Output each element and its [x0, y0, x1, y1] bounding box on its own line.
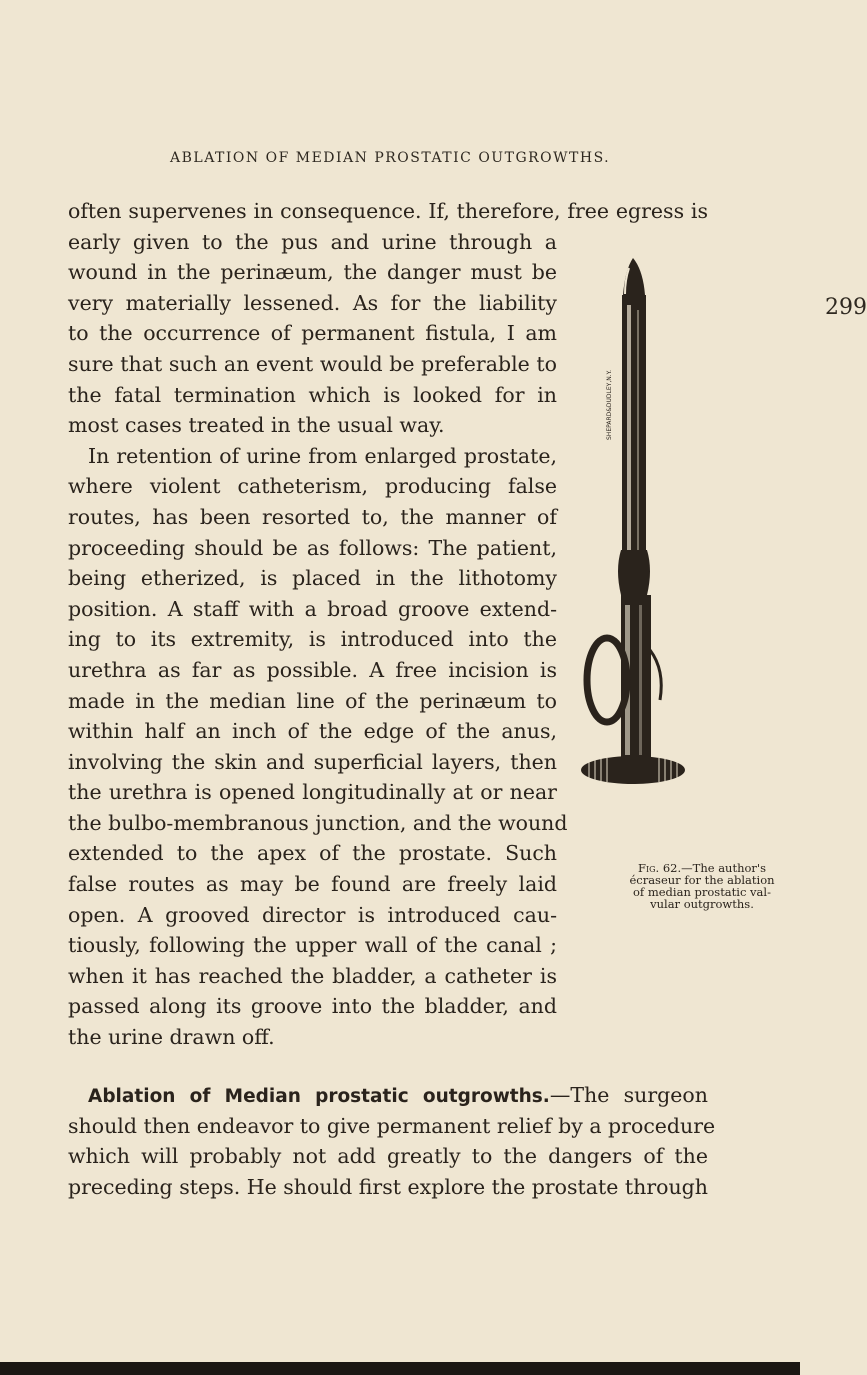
ecraseur-illustration: [565, 250, 685, 790]
text-line: In retention of urine from enlarged prostate,: [88, 443, 557, 468]
text-line: which will probably not add greatly to the dangers of the: [68, 1144, 708, 1169]
text-line: should then endeavor to give permanent relief by a procedure: [68, 1113, 716, 1138]
section-line-0: —The surgeon: [549, 1083, 708, 1107]
maker-stamp: SHEPARD&DUDLEY,N.Y.: [606, 369, 613, 440]
text-line: preceding steps. He should first explore the prostate through: [68, 1174, 708, 1199]
header-title: ABLATION OF MEDIAN PROSTATIC OUTGROWTHS.: [170, 150, 611, 166]
figure-label: Fig. 62.: [638, 861, 682, 875]
instrument-collar: [618, 550, 650, 595]
text-line: the urethra is opened longitudinally at or near: [68, 780, 557, 805]
text-line: often supervenes in consequence. If, therefore, free egress is: [68, 199, 708, 223]
text-line: open. A grooved director is introduced cau-: [68, 902, 557, 927]
paragraph-ablation: [68, 1080, 716, 1202]
text-line: ing to its extremity, is introduced into the: [68, 627, 557, 652]
text-line: the urine drawn off.: [68, 1025, 275, 1050]
screw-handle: [581, 756, 685, 784]
text-line: to the occurrence of permanent fistula, I am: [68, 321, 557, 346]
text-line: when it has reached the bladder, a catheter is: [68, 963, 557, 988]
text-line: position. A staff with a broad groove extend-: [68, 596, 557, 621]
caption-line: —The author's: [681, 861, 766, 875]
text-line: routes, has been resorted to, the manner of: [68, 504, 557, 529]
page-number: 299: [825, 295, 867, 320]
text-line: extended to the apex of the prostate. Such: [68, 841, 557, 866]
text-line: involving the skin and superficial layers, then: [68, 749, 557, 774]
text-line: the bulbo-membranous junction, and the wound: [68, 810, 568, 835]
text-line: [68, 1080, 708, 1111]
text-line: most cases treated in the usual way.: [68, 413, 445, 438]
text-line: proceeding should be as follows: The patient,: [68, 535, 557, 560]
paragraph-1: [68, 196, 708, 227]
text-line: being etherized, is placed in the lithotomy: [68, 566, 557, 591]
page-edge-bar: [0, 1362, 800, 1375]
caption-line: of median prostatic val-: [633, 885, 771, 899]
text-line: sure that such an event would be preferable to: [68, 351, 557, 376]
text-line: where violent catheterism, producing false: [68, 474, 557, 499]
text-line: passed along its groove into the bladder, and: [68, 994, 557, 1019]
text-line: wound in the perinæum, the danger must be: [68, 260, 557, 285]
caption-line: écraseur for the ablation: [629, 873, 775, 887]
text-line: made in the median line of the perinæum to: [68, 688, 557, 713]
text-line: tiously, following the upper wall of the canal ;: [68, 933, 557, 958]
text-line: urethra as far as possible. A free incision is: [68, 657, 557, 682]
text-line: early given to the pus and urine through a: [68, 229, 557, 254]
text-line: very materially lessened. As for the liability: [68, 290, 557, 315]
caption-line: vular outgrowths.: [650, 897, 754, 911]
text-line: false routes as may be found are freely laid: [68, 872, 557, 897]
text-line: the fatal termination which is looked for in: [68, 382, 557, 407]
wrapped-column: [68, 227, 568, 1053]
text-line: within half an inch of the edge of the anus,: [68, 719, 557, 744]
section-heading: Ablation of Median prostatic outgrowths.: [88, 1086, 550, 1107]
figure-caption: [612, 862, 792, 910]
